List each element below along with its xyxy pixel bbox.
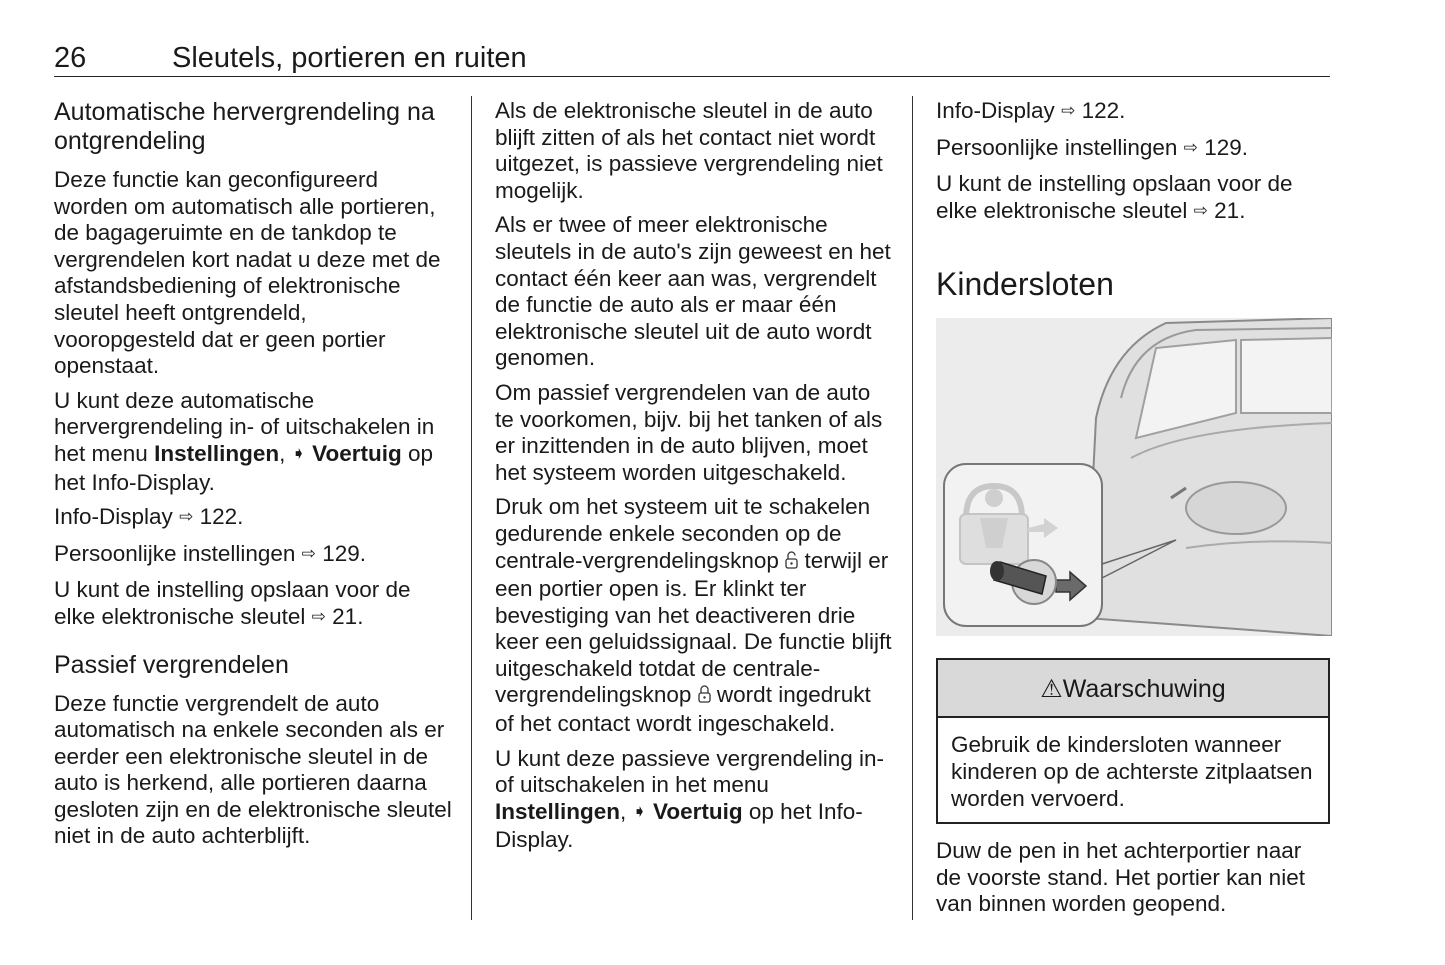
paragraph: Om passief vergrendelen van de auto te voorkomen, bijv. bij het tanken of als er inzittenden in de auto blijven, moet het systeem worden uitgeschakeld. [495, 379, 883, 485]
column-divider [912, 96, 913, 920]
column-1 [54, 98, 454, 858]
paragraph: Deze functie kan geconfigureerd worden om automatisch alle portieren, de bagageruimte en de tankdop te vergrendelen kort nadat u deze met de afstandsbediening of elektronische sleutel heeft ontgrendeld, vooropgesteld dat er geen portier openstaat. [54, 167, 441, 379]
paragraph: U kunt de instelling opslaan voor de elke elektronische sleutel ⇨ 21. [54, 577, 411, 629]
section-heading: Automatische hervergrendeling na ontgrendeling [54, 98, 435, 155]
page-reference-arrow-icon: ⇨ [311, 606, 326, 626]
paragraph: Druk om het systeem uit te schakelen gedurende enkele seconden op de centrale-vergrendelingsknop terwijl er een portier open is. Er klinkt ter bevestiging van het deactiveren drie keer een geluidssignaal. De functie blijft uitgeschakeld totdat de centrale-vergrendelingsknop wordt ingedrukt of het contact wordt ingeschakeld. [495, 494, 892, 737]
chapter-title: Sleutels, portieren en ruiten [172, 42, 527, 74]
paragraph: Deze functie vergrendelt de auto automatisch na enkele seconden als er eerder een elektronische sleutel in de auto is herkend, alle portieren daarna gesloten zijn en de elektronische sleutel niet in de auto achterblijft. [54, 690, 452, 849]
page-header [54, 40, 1330, 77]
central-lock-icon [785, 550, 798, 577]
central-lock-icon [698, 684, 711, 711]
cross-reference: Persoonlijke instellingen ⇨ 129. [936, 134, 1248, 160]
page-reference-arrow-icon: ⇨ [301, 543, 316, 563]
page-reference-arrow-icon: ⇨ [1183, 137, 1198, 157]
column-divider [471, 96, 472, 920]
page-reference-arrow-icon: ⇨ [1061, 101, 1076, 120]
warning-triangle-icon: ⚠ [1040, 675, 1063, 704]
page-number: 26 [54, 42, 87, 74]
paragraph: Duw de pen in het achterportier naar de voorste stand. Het portier kan niet van binnen worden geopend. [936, 838, 1305, 917]
page-reference-arrow-icon: ⇨ [179, 507, 194, 527]
section-title: Kindersloten [936, 266, 1114, 303]
cross-reference: Info-Display ⇨ 122. [54, 504, 244, 530]
paragraph: Als er twee of meer elektronische sleutels in de auto's zijn geweest en het contact één keer aan was, vergrendelt de functie de auto als er maar één elektronische sleutel uit de auto wordt genomen. [495, 212, 891, 371]
warning-header [938, 660, 1328, 718]
paragraph: U kunt deze passieve vergrendeling in- of uitschakelen in het menu Instellingen, ➧ Voertuig op het Info-Display. [495, 745, 884, 853]
paragraph: U kunt deze automatische hervergrendeling in- of uitschakelen in het menu Instellingen, ➧ Voertuig op het Info-Display. [54, 387, 435, 495]
column-3 [936, 98, 1332, 926]
paragraph: Als de elektronische sleutel in de auto blijft zitten of als het contact niet wordt uitgezet, is passieve vergrendeling niet mogelijk. [495, 98, 883, 203]
warning-box [936, 658, 1330, 824]
column-2 [495, 98, 895, 862]
cross-reference: Persoonlijke instellingen ⇨ 129. [54, 540, 366, 566]
section-heading: Passief vergrendelen [54, 650, 289, 679]
warning-text: Gebruik de kindersloten wanneer kinderen op de achterste zitplaatsen worden vervoerd. [951, 732, 1313, 811]
warning-title: Waarschuwing [1062, 675, 1226, 704]
menu-arrow-icon: ➧ [291, 443, 306, 463]
paragraph: U kunt de instelling opslaan voor de elke elektronische sleutel ⇨ 21. [936, 171, 1293, 223]
page-reference-arrow-icon: ⇨ [1193, 200, 1208, 220]
menu-arrow-icon: ➧ [632, 801, 647, 821]
child-lock-illustration [936, 318, 1332, 636]
cross-reference: Info-Display ⇨ 122. [936, 98, 1126, 123]
